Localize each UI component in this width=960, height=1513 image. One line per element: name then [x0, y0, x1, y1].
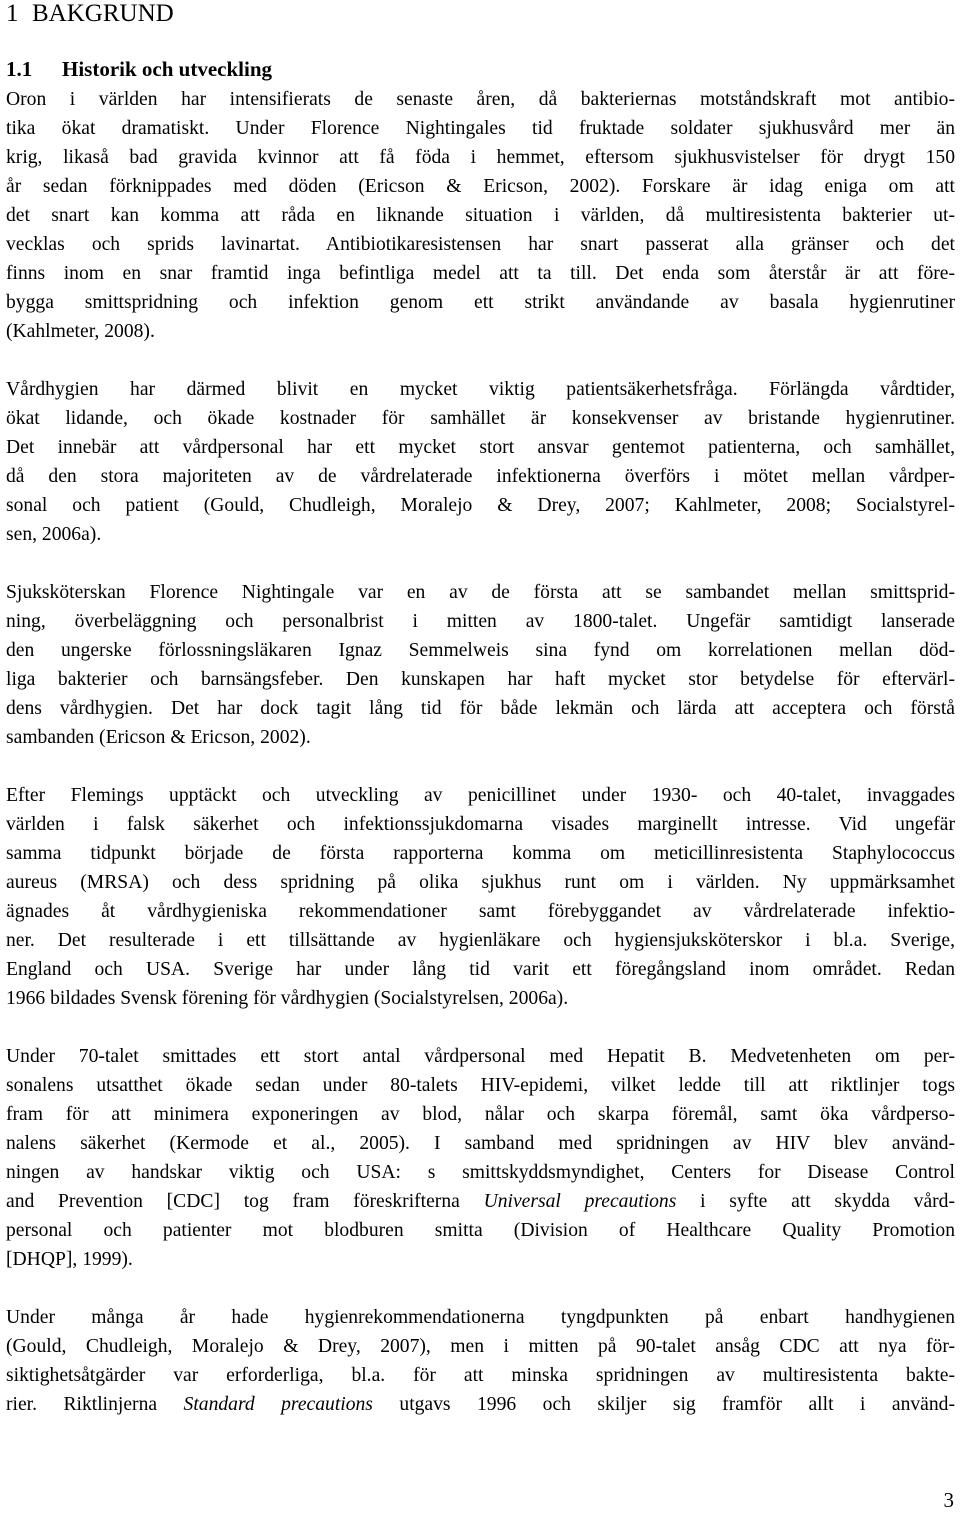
chapter-title: BAKGRUND	[32, 0, 174, 27]
text-line: krig, likaså bad gravida kvinnor att få föda i hemmet, eftersom sjukhusvistelser för drygt 150	[6, 147, 955, 168]
text-line: vecklas och sprids lavinartat. Antibiotikaresistensen har snart passerat alla gränser och det	[6, 234, 955, 255]
text-line: världen i falsk säkerhet och infektionssjukdomarna visades marginellt intresse. Vid ungefär	[6, 814, 955, 835]
text-line: nalens säkerhet (Kermode et al., 2005). I samband med spridningen av HIV blev använd-	[6, 1133, 955, 1154]
paragraph	[6, 1303, 955, 1419]
section-heading	[6, 55, 955, 83]
page-number: 3	[943, 1488, 954, 1512]
section-title: Historik och utveckling	[62, 57, 273, 81]
text-run: utgavs 1996 och skiljer sig framför allt i använd-	[399, 1394, 955, 1415]
paragraph	[6, 1042, 955, 1274]
text-run: rier. Riktlinjerna	[6, 1394, 158, 1415]
italic-term: Universal precautions	[483, 1191, 677, 1212]
text-line: ningen av handskar viktig och USA: s smittskyddsmyndighet, Centers for Disease Control	[6, 1162, 955, 1183]
italic-term: Standard precautions	[183, 1394, 373, 1415]
text-line: den ungerske förlossningsläkaren Ignaz Semmelweis sina fynd om korrelationen mellan död-	[6, 640, 955, 661]
text-line: samma tidpunkt började de första rapporterna komma om meticillinresistenta Staphylococcus	[6, 843, 955, 864]
section-number: 1.1	[6, 57, 33, 81]
text-line: sonalens utsatthet ökade sedan under 80-talets HIV-epidemi, vilket ledde till att riktlinjer togs	[6, 1075, 955, 1096]
text-line: ner. Det resulterade i ett tillsättande av hygienläkare och hygiensjuksköterskor i bl.a. Sverige,	[6, 930, 955, 951]
chapter-heading	[6, 0, 955, 28]
text-line: Under många år hade hygienrekommendationerna tyngdpunkten på enbart handhygienen	[6, 1307, 955, 1328]
document-page	[6, 0, 955, 1419]
text-line: då den stora majoriteten av de vårdrelaterade infektionerna överförs i mötet mellan vårdper-	[6, 466, 955, 487]
text-line: (Kahlmeter, 2008).	[6, 321, 155, 342]
text-line-with-italic	[6, 1187, 955, 1216]
text-line: ägnades åt vårdhygieniska rekommendationer samt förebyggandet av vårdrelaterade infektio-	[6, 901, 955, 922]
text-line: aureus (MRSA) och dess spridning på olika sjukhus runt om i världen. Ny uppmärksamhet	[6, 872, 955, 893]
text-line: siktighetsåtgärder var erforderliga, bl.a. för att minska spridningen av multiresistenta bakte-	[6, 1365, 955, 1386]
chapter-number: 1	[6, 0, 19, 27]
text-line: England och USA. Sverige har under lång tid varit ett föregångsland inom området. Redan	[6, 959, 955, 980]
text-line-with-italic	[6, 1390, 955, 1419]
paragraph	[6, 85, 955, 346]
text-line: Vårdhygien har därmed blivit en mycket viktig patientsäkerhetsfråga. Förlängda vårdtider,	[6, 379, 955, 400]
paragraph	[6, 375, 955, 549]
paragraph	[6, 578, 955, 752]
text-line: sambanden (Ericson & Ericson, 2002).	[6, 727, 311, 748]
text-line: ökat lidande, och ökade kostnader för samhället är konsekvenser av bristande hygienrutiner.	[6, 408, 955, 429]
text-line: [DHQP], 1999).	[6, 1249, 133, 1270]
text-line: sen, 2006a).	[6, 524, 102, 545]
text-line: Under 70-talet smittades ett stort antal vårdpersonal med Hepatit B. Medvetenheten om per-	[6, 1046, 955, 1067]
text-line: Efter Flemings upptäckt och utveckling av penicillinet under 1930- och 40-talet, invaggades	[6, 785, 955, 806]
text-line: Oron i världen har intensifierats de senaste åren, då bakteriernas motståndskraft mot antibio-	[6, 89, 955, 110]
text-line: det snart kan komma att råda en liknande situation i världen, då multiresistenta bakterier ut-	[6, 205, 955, 226]
text-line: fram för att minimera exponeringen av blod, nålar och skarpa föremål, samt öka vårdperso-	[6, 1104, 955, 1125]
paragraph	[6, 781, 955, 1013]
text-line: bygga smittspridning och infektion genom ett strikt användande av basala hygienrutiner	[6, 292, 955, 313]
text-run: i syfte att skydda vård-	[700, 1191, 955, 1212]
text-line: liga bakterier och barnsängsfeber. Den kunskapen har haft mycket stor betydelse för eftervärl-	[6, 669, 955, 690]
text-line: 1966 bildades Svensk förening för vårdhygien (Socialstyrelsen, 2006a).	[6, 988, 569, 1009]
text-line: personal och patienter mot blodburen smitta (Division of Healthcare Quality Promotion	[6, 1220, 955, 1241]
text-line: Sjuksköterskan Florence Nightingale var en av de första att se sambandet mellan smittsprid-	[6, 582, 955, 603]
text-line: sonal och patient (Gould, Chudleigh, Moralejo & Drey, 2007; Kahlmeter, 2008; Socialstyrel-	[6, 495, 955, 516]
text-line: Det innebär att vårdpersonal har ett mycket stort ansvar gentemot patienterna, och samhället,	[6, 437, 955, 458]
text-run: and Prevention [CDC] tog fram föreskrifterna	[6, 1191, 460, 1212]
text-line: år sedan förknippades med döden (Ericson & Ericson, 2002). Forskare är idag eniga om att	[6, 176, 955, 197]
text-line: dens vårdhygien. Det har dock tagit lång tid för både lekmän och lärda att acceptera och förstå	[6, 698, 955, 719]
text-line: finns inom en snar framtid inga befintliga medel att ta till. Det enda som återstår är att före-	[6, 263, 955, 284]
text-line: (Gould, Chudleigh, Moralejo & Drey, 2007), men i mitten på 90-talet ansåg CDC att nya för-	[6, 1336, 955, 1357]
text-line: ning, överbeläggning och personalbrist i mitten av 1800-talet. Ungefär samtidigt lanserade	[6, 611, 955, 632]
text-line: tika ökat dramatiskt. Under Florence Nightingales tid fruktade soldater sjukhusvård mer än	[6, 118, 955, 139]
